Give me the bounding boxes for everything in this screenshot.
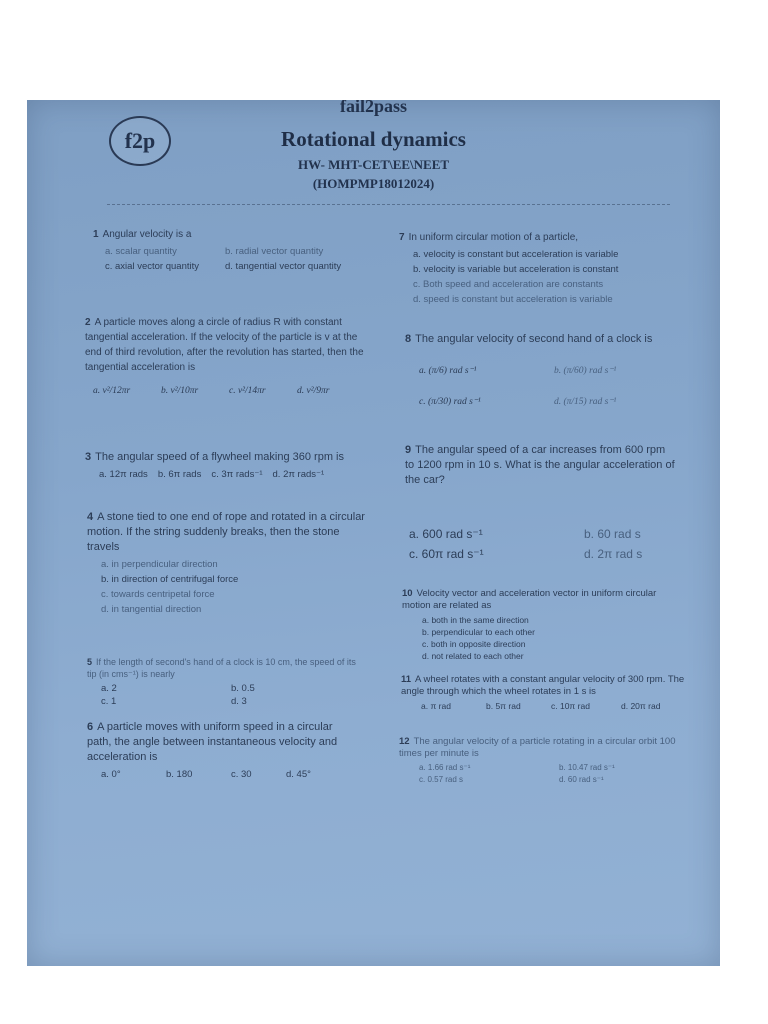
option-d: d. 2π rads⁻¹ [272,469,325,480]
option-d: d. v²/9πr [297,386,330,396]
question-stem: The angular velocity of a particle rotating in a circular orbit 100 times per minute is [399,736,676,759]
option-a: a. v²/12πr [93,386,131,396]
exam-subtitle: HW- MHT-CET\EE\NEET [297,157,450,172]
question-stem: Angular velocity is a [102,229,192,240]
option-d: d. 2π rad s [584,547,643,561]
option-c: c. Both speed and acceleration are constants [413,279,604,290]
option-a: a. π rad [421,701,451,711]
option-a: a. scalar quantity [105,246,177,257]
option-b: b. (π/60) rad s⁻¹ [554,366,617,376]
option-a: a. (π/6) rad s⁻¹ [419,366,477,376]
question-3 [85,450,375,482]
question-6 [87,720,357,782]
question-stem: A particle moves along a circle of radius R with constant tangential acceleration. If the velocity of the particle is v at the end of third revolution, after the revolution has started, then the tangential acceleration is [85,317,364,373]
option-c: c. 60π rad s⁻¹ [409,547,484,561]
question-number: 1 [93,229,99,240]
question-stem: If the length of second's hand of a clock is 10 cm, the speed of its tip (in cms⁻¹) is nearly [87,657,356,679]
option-c: c. 0.57 rad s [419,775,464,784]
option-c: c. (π/30) rad s⁻¹ [419,397,481,407]
question-stem: The angular speed of a car increases from 600 rpm to 1200 rpm in 10 s. What is the angular acceleration of the car? [405,444,675,486]
option-b: b. radial vector quantity [225,246,324,257]
option-a: a. in perpendicular direction [101,559,218,570]
question-2 [85,315,365,399]
question-number: 4 [87,511,94,523]
question-stem: In uniform circular motion of a particle, [408,232,579,243]
option-c: c. axial vector quantity [105,261,199,272]
option-c: c. towards centripetal force [101,589,215,600]
option-d: d. 3 [231,696,247,707]
option-c: c. both in opposite direction [422,639,526,649]
option-d: d. 60 rad s⁻¹ [559,775,604,784]
option-b: b. v²/10πr [161,386,199,396]
question-12 [399,736,684,786]
option-b: b. 180 [166,769,193,780]
option-b: b. perpendicular to each other [422,627,535,637]
question-number: 6 [87,721,94,733]
option-c: c. v²/14πr [229,386,266,396]
option-d: d. 20π rad [621,701,661,711]
option-a: a. 600 rad s⁻¹ [409,527,483,541]
option-d: d. tangential vector quantity [225,261,342,272]
option-a: a. 0° [101,769,121,780]
question-11 [401,674,686,713]
option-b: b. 10.47 rad s⁻¹ [559,763,615,772]
option-d: d. in tangential direction [101,604,202,615]
option-b: b. 5π rad [486,701,521,711]
question-stem: A wheel rotates with a constant angular velocity of 300 rpm. The angle through which the wheel rotates in 1 s is [401,674,685,697]
option-c: c. 10π rad [551,701,590,711]
option-a: a. 12π rads [99,469,148,480]
option-a: a. both in the same direction [422,615,529,625]
question-stem: Velocity vector and acceleration vector in uniform circular motion are related as [402,588,657,611]
question-stem: A particle moves with uniform speed in a circular path, the angle between instantaneous velocity and acceleration is [87,721,338,763]
question-number: 7 [399,232,405,243]
homework-code: (HOMPMP18012024) [312,176,435,191]
option-c: c. 1 [101,696,117,707]
question-stem: A stone tied to one end of rope and rotated in a circular motion. If the string suddenly breaks, then the stone travels [87,511,365,553]
option-b: b. in direction of centrifugal force [101,574,239,585]
question-7 [399,230,679,307]
option-d: d. (π/15) rad s⁻¹ [554,397,617,407]
question-number: 11 [401,674,412,685]
option-c: c. 3π rads⁻¹ [211,469,263,480]
option-c: c. 30 [231,769,252,780]
question-9 [405,443,675,564]
option-a: a. 2 [101,683,117,694]
question-stem: The angular velocity of second hand of a clock is [415,333,653,345]
question-stem: The angular speed of a flywheel making 360 rpm is [95,451,344,463]
option-d: d. not related to each other [422,651,524,661]
question-number: 8 [405,333,412,345]
question-number: 9 [405,444,412,456]
option-b: b. 60 rad s [584,527,641,541]
question-number: 5 [87,657,93,667]
question-number: 3 [85,451,92,463]
option-a: a. 1.66 rad s⁻¹ [419,763,471,772]
question-number: 12 [399,736,410,747]
page-title: Rotational dynamics [281,127,466,151]
question-number: 10 [402,588,413,599]
question-8 [405,332,685,417]
option-a: a. velocity is constant but acceleration is variable [413,249,619,260]
question-1 [93,227,383,274]
option-d: d. 45° [286,769,311,780]
brand-name: fail2pass [339,100,408,116]
logo-text: f2p [124,128,156,153]
option-d: d. speed is constant but acceleration is variable [413,294,613,305]
question-10 [402,588,687,662]
question-4 [87,510,367,617]
question-number: 2 [85,317,91,328]
worksheet-page [27,100,720,966]
question-5 [87,656,357,708]
option-b: b. 6π rads [157,469,202,480]
option-b: b. velocity is variable but acceleration is constant [413,264,619,275]
option-b: b. 0.5 [231,683,255,694]
header-divider [107,204,670,205]
